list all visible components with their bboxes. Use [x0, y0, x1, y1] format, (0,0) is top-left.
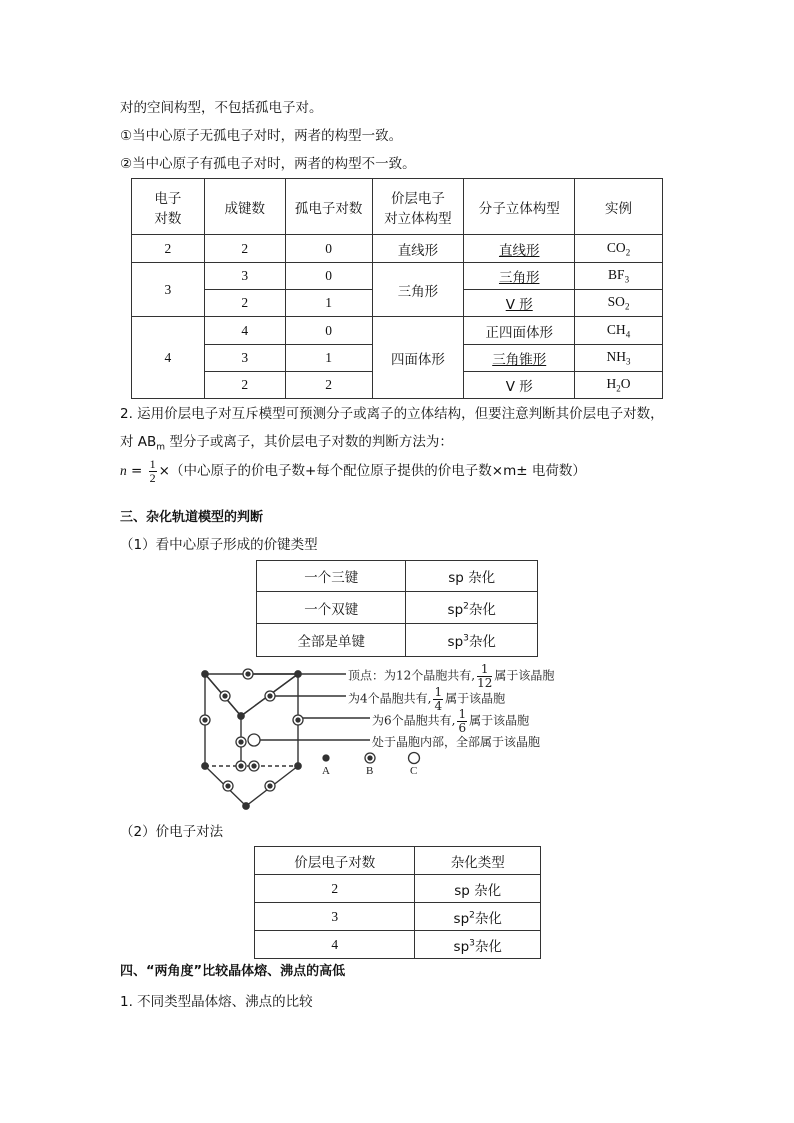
- bond-type-table: [256, 560, 538, 657]
- header-vsepr: 价层电子 对立体构型: [372, 179, 464, 235]
- header-bonds: 成键数: [204, 179, 285, 235]
- vertex-atom: [202, 763, 208, 769]
- paragraph-6: 1. 不同类型晶体熔、沸点的比较: [120, 994, 313, 1010]
- table-row: 一个双键 $sp^2$杂化: [257, 592, 538, 624]
- table-row: 2 2 0 直线形 直线形 $CO_2$: [132, 235, 663, 263]
- table-row: 价层电子对数 杂化类型: [255, 847, 541, 875]
- header-example: 实例: [575, 179, 663, 235]
- subheading-1: （1）看中心原子形成的价键类型: [120, 537, 318, 553]
- paragraph-4: 2. 运用价层电子对互斥模型可预测分子或离子的立体结构，但要注意判断其价层电子对数，: [120, 406, 664, 422]
- table-row: 3 1 三角锥形 $NH_3$: [132, 345, 663, 372]
- annotation-vertical-edge: 为6个晶胞共有, $\frac{1}{6}$ 属于该晶胞: [372, 707, 530, 735]
- legend-atom-c: [409, 753, 420, 764]
- table-row: 2 1 V 形 $SO_2$: [132, 290, 663, 317]
- table-row: 全部是单键 $sp^3$杂化: [257, 624, 538, 657]
- header-lone: 孤电子对数: [285, 179, 372, 235]
- table-row: 2 sp 杂化: [255, 875, 541, 903]
- vertex-atom: [238, 713, 244, 719]
- table-row: 3 $sp^2$杂化: [255, 903, 541, 931]
- legend-label-b: B: [366, 765, 374, 777]
- table-row: 2 2 V 形 $H_2O$: [132, 372, 663, 399]
- paragraph-1: 对的空间构型，不包括孤电子对。: [120, 100, 323, 116]
- legend-atom-b: [365, 753, 375, 763]
- legend-label-c: C: [410, 765, 418, 777]
- vsepr-table: [131, 178, 663, 399]
- table-row: 4 $sp^3$杂化: [255, 931, 541, 959]
- edge-atom: [200, 669, 303, 791]
- formula: n = $\frac{1}{2}$ ×（中心原子的价电子数+每个配位原子提供的价电子数×m± 电荷数）: [120, 457, 586, 485]
- header-pairs: 电子 对数: [132, 179, 205, 235]
- paragraph-3: ②当中心原子有孤电子对时，两者的构型不一致。: [120, 156, 416, 172]
- vertex-atom: [243, 803, 249, 809]
- table-row: 4 4 0 四面体形 正四面体形 $CH_4$: [132, 317, 663, 345]
- legend-label-a: A: [322, 765, 330, 777]
- vertex-atom: [295, 671, 301, 677]
- annotation-inner: 处于晶胞内部，全部属于该晶胞: [372, 735, 541, 749]
- legend-atom-a: [323, 755, 329, 761]
- paragraph-2: ①当中心原子无孤电子对时，两者的构型一致。: [120, 128, 403, 144]
- annotation-vertex: 顶点：为12个晶胞共有, $\frac{1}{12}$ 属于该晶胞: [348, 662, 555, 690]
- vertex-atom: [202, 671, 208, 677]
- section-heading-3: 三、杂化轨道模型的判断: [120, 510, 264, 525]
- pair-count-table: [254, 846, 541, 959]
- vertex-atom: [295, 763, 301, 769]
- paragraph-5: 对 $AB_m$ 型分子或离子，其价层电子对数的判断方法为：: [120, 434, 453, 453]
- table-row: 一个三键 sp 杂化: [257, 561, 538, 592]
- inner-atom: [248, 734, 260, 746]
- annotation-horizontal-edge: 为4个晶胞共有, $\frac{1}{4}$ 属于该晶胞: [348, 685, 506, 713]
- table-row: 3 3 0 三角形 三角形 $BF_3$: [132, 263, 663, 290]
- header-shape: 分子立体构型: [464, 179, 575, 235]
- section-heading-4: 四、“两角度”比较晶体熔、沸点的高低: [120, 964, 346, 979]
- subheading-2: （2）价电子对法: [120, 824, 224, 840]
